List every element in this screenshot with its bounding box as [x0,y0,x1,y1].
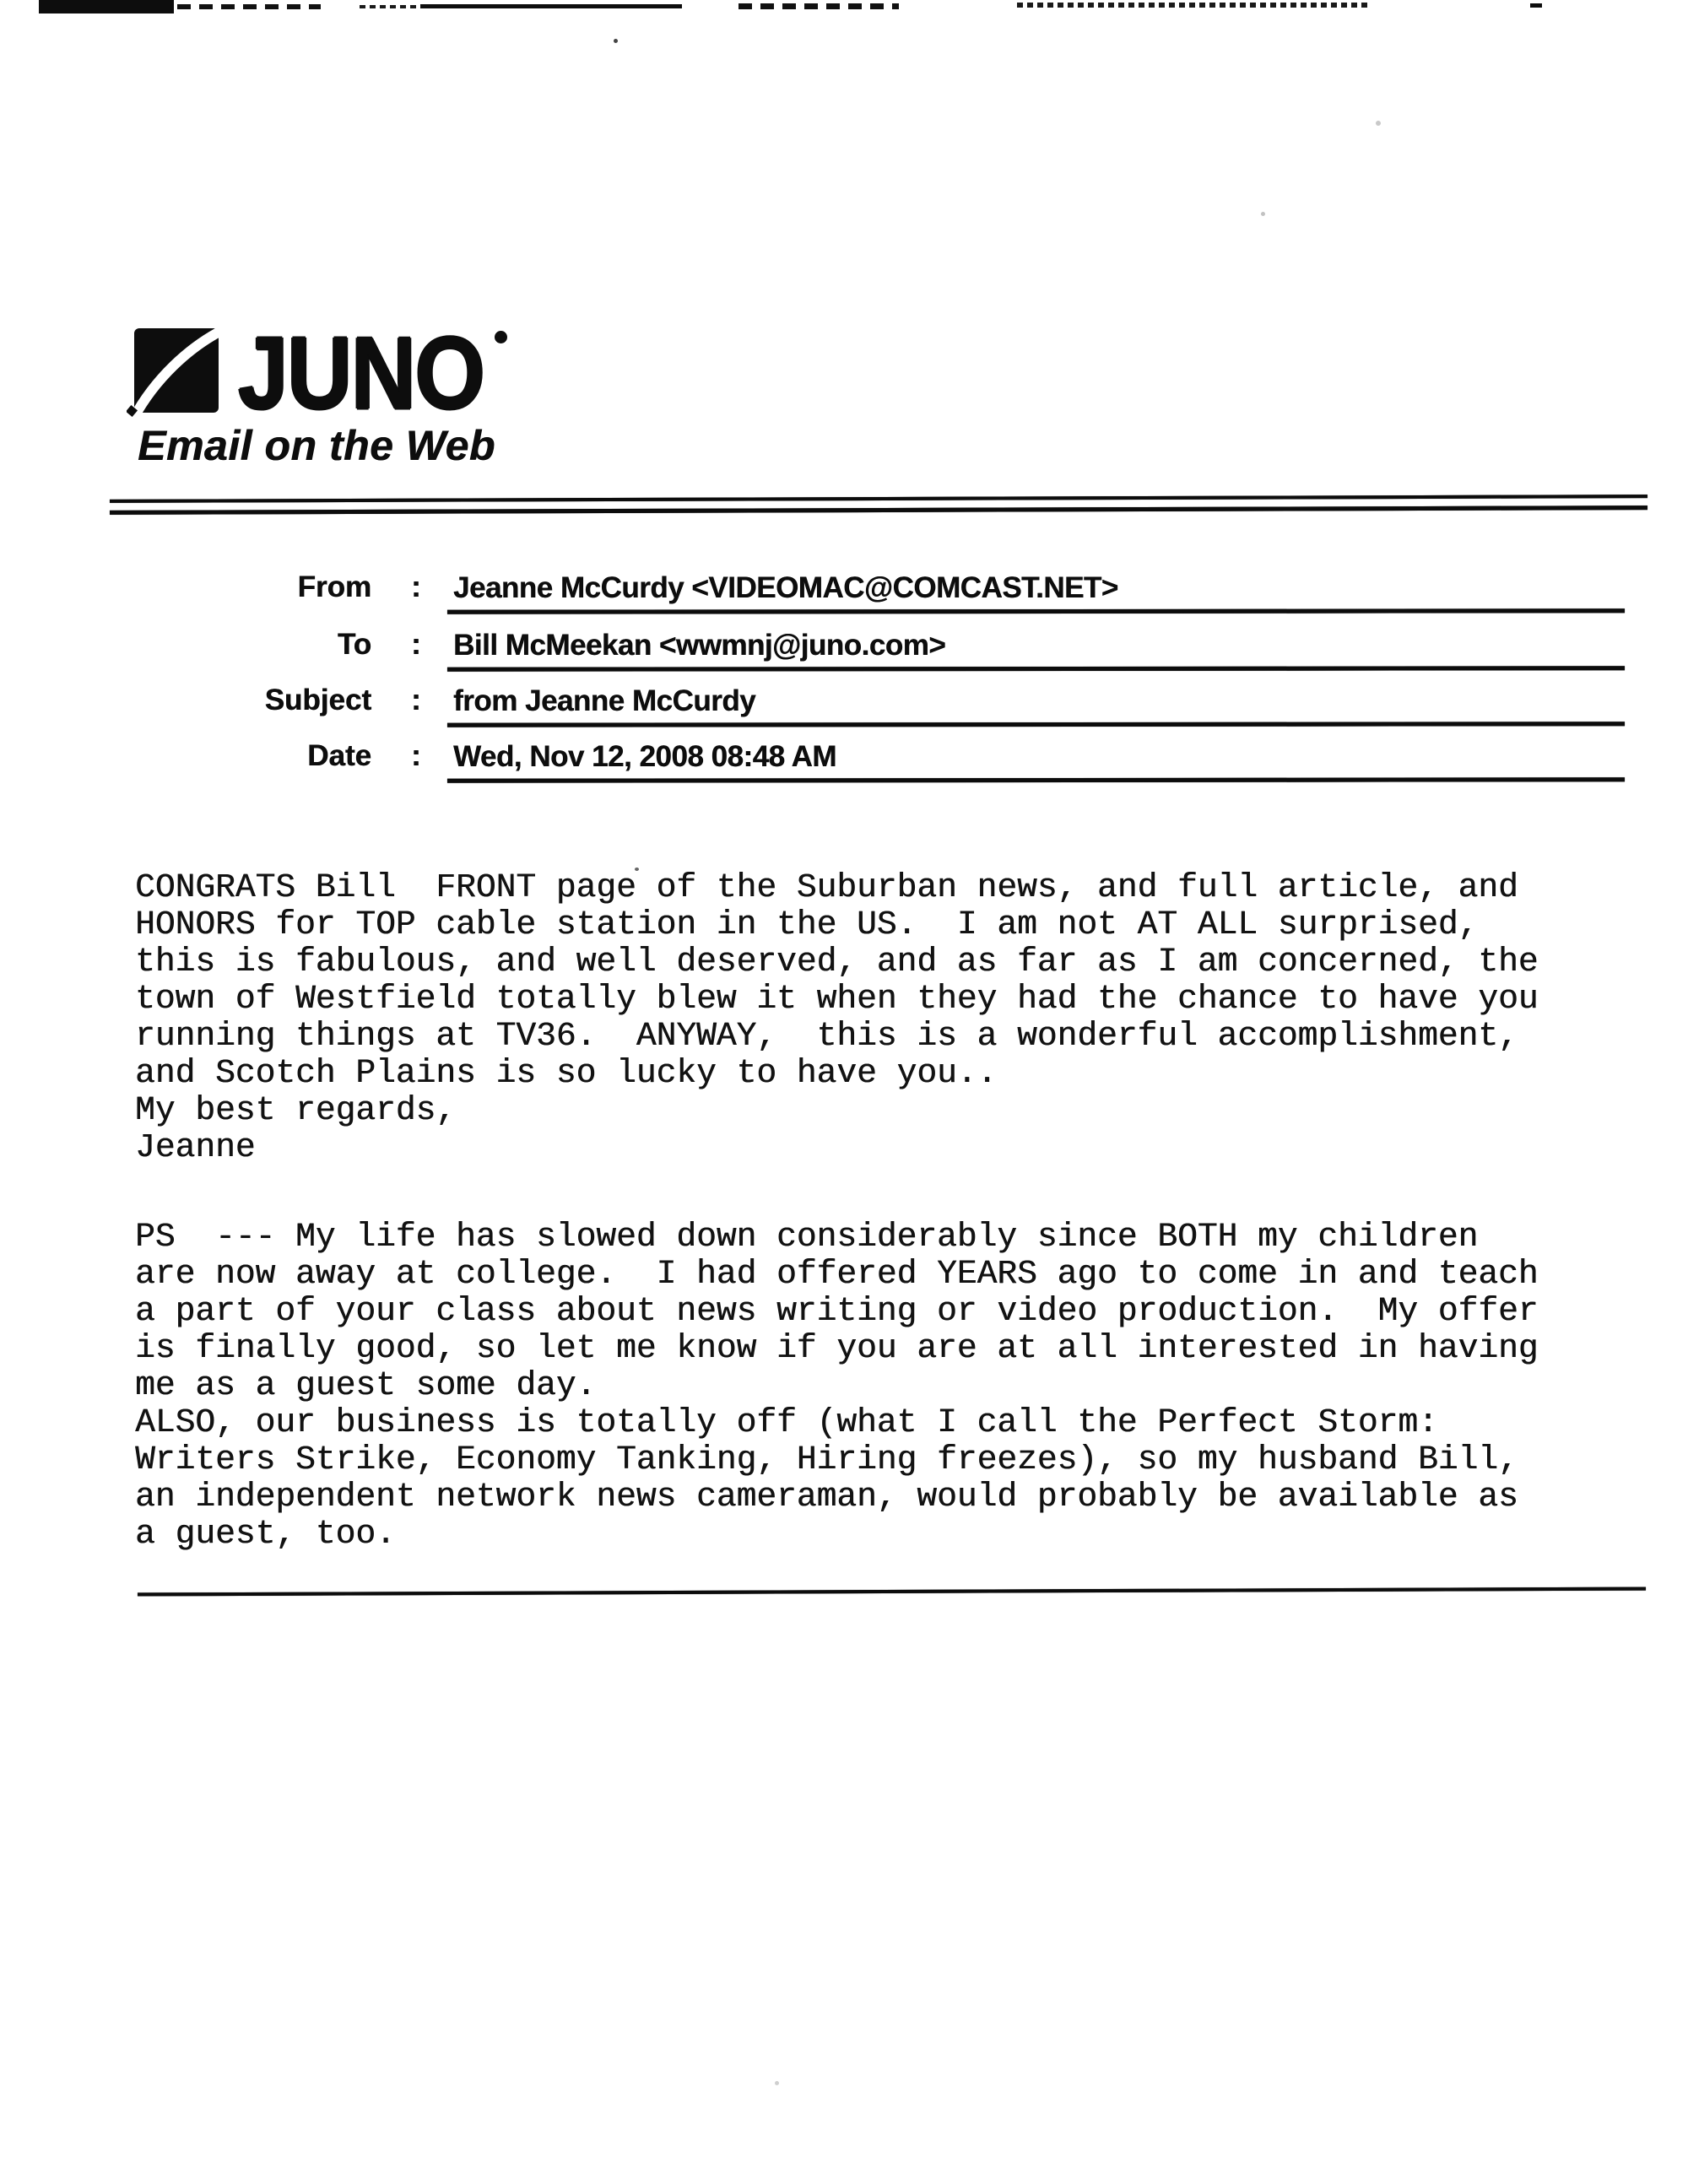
scan-speck [614,39,618,43]
scan-artifact [1530,3,1542,8]
body-line: me as a guest some day. [135,1366,597,1404]
field-separator: : [411,570,421,603]
body-line: ALSO, our business is totally off (what I call the Perfect Storm: [135,1403,1438,1441]
masthead-rule-bottom [110,505,1647,515]
body-line: CONGRATS Bill FRONT page of the Suburban news, and full article, and [135,868,1518,906]
field-underline [447,608,1625,614]
field-label: Date [307,739,371,772]
logo-tagline: Email on the Web [138,422,495,469]
header-field-to [0,628,1688,677]
body-line: My best regards, [135,1091,457,1129]
scan-speck [1261,212,1265,216]
field-underline [447,666,1625,671]
header-field-date [0,739,1688,788]
header-field-subject [0,684,1688,733]
body-line: are now away at college. I had offered YEARS ago to come in and teach [135,1255,1539,1293]
field-separator: : [411,739,421,772]
body-line: PS --- My life has slowed down considerably since BOTH my children [135,1218,1479,1256]
field-label: To [337,628,371,661]
juno-logo-icon [127,326,221,420]
body-line: and Scotch Plains is so lucky to have you.. [135,1054,998,1092]
trademark-dot-icon [495,331,507,343]
field-value-from: Jeanne McCurdy <VIDEOMAC@COMCAST.NET> [453,571,1118,604]
body-line: Jeanne [135,1128,256,1166]
body-line: a guest, too. [135,1515,396,1553]
body-line: a part of your class about news writing or video production. My offer [135,1292,1539,1330]
scan-speck [775,2081,779,2085]
email-body-paragraph-1 [135,869,1539,1166]
scan-speck [1376,121,1381,126]
body-line: running things at TV36. ANYWAY, this is a wonderful accomplishment, [135,1017,1518,1055]
body-line: an independent network news cameraman, would probably be available as [135,1478,1518,1516]
scan-artifact [420,4,682,8]
masthead-rule-top [110,495,1647,503]
scan-artifact [39,0,174,14]
scan-artifact [360,5,419,8]
field-value-to: Bill McMeekan <wwmnj@juno.com> [453,629,946,662]
body-line: HONORS for TOP cable station in the US. I am not AT ALL surprised, [135,905,1479,943]
body-line: is finally good, so let me know if you are at all interested in having [135,1329,1539,1367]
scan-artifact [738,3,899,9]
field-value-subject: from Jeanne McCurdy [453,684,756,717]
field-underline [447,722,1625,727]
email-body-paragraph-2 [135,1219,1539,1553]
field-separator: : [411,628,421,661]
field-underline [447,777,1625,782]
body-line: this is fabulous, and well deserved, and as far as I am concerned, the [135,943,1539,981]
field-label: Subject [264,684,371,716]
body-line: town of Westfield totally blew it when they had the chance to have you [135,980,1539,1018]
header-field-from [0,570,1688,619]
footer-rule [138,1587,1646,1597]
field-separator: : [411,684,421,716]
juno-wordmark: JUNO [238,316,484,430]
body-line: Writers Strike, Economy Tanking, Hiring freezes), so my husband Bill, [135,1441,1518,1479]
field-label: From [297,570,371,603]
scan-artifact [1017,3,1367,8]
scan-artifact [177,4,321,9]
field-value-date: Wed, Nov 12, 2008 08:48 AM [453,740,836,773]
